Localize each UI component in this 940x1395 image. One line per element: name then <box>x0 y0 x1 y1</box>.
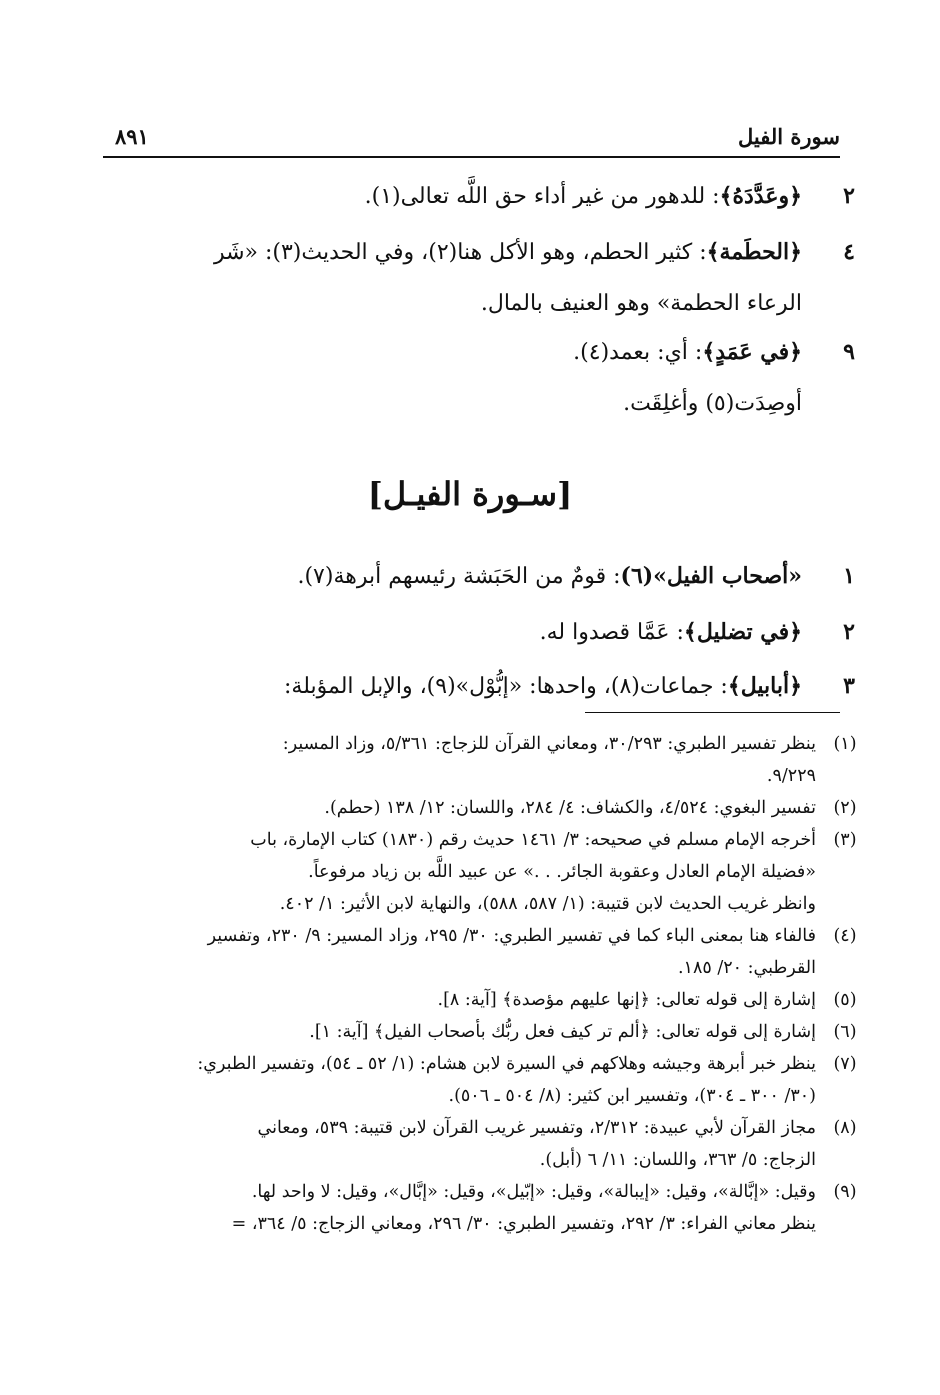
footnote-number: (٦) <box>833 1022 857 1042</box>
footnote-number: (١) <box>833 734 857 754</box>
gloss-text: : قومٌ من الحَبَشة رئيسهم أبرهة(٧). <box>297 564 621 589</box>
quranic-word: «أصحاب الفيل»(٦) <box>620 563 802 589</box>
footnote-number: (٩) <box>833 1182 857 1202</box>
footnote-line: وقيل: «إبَّالة»، وقيل: «إيبالة»، وقيل: «إبّيل»، وقيل: «إبَّال»، وقيل: لا واحد لها. <box>251 1182 816 1202</box>
footnote <box>103 824 862 920</box>
gloss-text: الرعاء الحطمة» وهو العنيف بالمال. <box>480 291 802 316</box>
gloss-entry <box>105 170 862 222</box>
gloss-entry <box>105 606 862 658</box>
footnote <box>103 792 862 824</box>
footnotes <box>103 728 862 1240</box>
footnote-number: (٣) <box>833 830 857 850</box>
footnote-line: مجاز القرآن لأبي عبيدة: ٢/٣١٢، وتفسير غريب القرآن لابن قتيبة: ٥٣٩، ومعاني <box>257 1118 816 1138</box>
ayah-number: ٩ <box>843 339 855 365</box>
gloss-text: : عَمَّا قصدوا له. <box>539 620 684 645</box>
footnote-line: (٣٠/ ٣٠٠ ـ ٣٠٤)، وتفسير ابن كثير: (٨/ ٥٠٤ ـ ٥٠٦). <box>448 1086 816 1106</box>
footnote-line: الزجاج: ٥/ ٣٦٣، واللسان: ١١/ ٦ (أبل). <box>539 1150 816 1170</box>
footnote-line: ينظر معاني الفراء: ٣/ ٢٩٢، وتفسير الطبري: ٣٠/ ٢٩٦، ومعاني الزجاج: ٥/ ٣٦٤، = <box>231 1214 816 1234</box>
footnote-line: أخرجه الإمام مسلم في صحيحه: ٣/ ١٤٦١ حديث رقم (١٨٣٠) كتاب الإمارة، باب <box>250 830 816 850</box>
footnote-line: إشارة إلى قوله تعالى: ﴿ألم تر كيف فعل ربُّك بأصحاب الفيل﴾ [آية: ١]. <box>309 1022 816 1042</box>
quranic-word: ﴿في تضليل﴾ <box>683 619 802 645</box>
footnote-line: إشارة إلى قوله تعالى: ﴿إنها عليهم مؤصدة﴾ [آية: ٨]. <box>437 990 816 1010</box>
footnote-divider <box>585 712 840 713</box>
footnote <box>103 920 862 984</box>
gloss-entry <box>105 226 862 330</box>
footnote <box>103 1048 862 1112</box>
page-number: ٨٩١ <box>115 124 149 149</box>
gloss-text: : جماعات(٨)، واحدها: «إبُّوْل»(٩)، والإبل المؤبلة: <box>284 674 728 699</box>
footnote <box>103 1112 862 1176</box>
footnote-line: «فضيلة الإمام العادل وعقوبة الجائر. . .» عن عبيد اللَّه بن زياد مرفوعاً. <box>308 862 816 882</box>
footnote-line: القرطبي: ٢٠/ ١٨٥. <box>677 958 816 978</box>
gloss-line <box>105 550 802 602</box>
gloss-line <box>105 326 802 378</box>
gloss-line <box>105 170 802 222</box>
gloss-text: : للدهور من غير أداء حق اللَّه تعالى(١). <box>364 184 720 209</box>
footnote-line: تفسير البغوي: ٤/٥٢٤، والكشاف: ٤/ ٢٨٤، واللسان: ١٢/ ١٣٨ (حطم). <box>324 798 816 818</box>
gloss-entry <box>105 660 862 712</box>
footnote <box>103 1176 862 1240</box>
footnote-line: فالفاء هنا بمعنى الباء كما في تفسير الطبري: ٣٠/ ٢٩٥، وزاد المسير: ٩/ ٢٣٠، وتفسير <box>207 926 816 946</box>
gloss-text: : أي: بعمد(٤). <box>573 340 703 365</box>
footnote-number: (٥) <box>833 990 857 1010</box>
ayah-number: ٣ <box>843 673 855 699</box>
gloss-text: : كثير الحطم، وهو الأكل هنا(٢)، وفي الحديث(٣): «شَر <box>213 240 707 265</box>
ayah-number: ٢ <box>843 183 855 209</box>
ayah-number: ١ <box>843 563 855 589</box>
footnote-line: ينظر خبر أبرهة وجيشه وهلاكهم في السيرة لابن هشام: (١/ ٥٢ ـ ٥٤)، وتفسير الطبري: <box>197 1054 816 1074</box>
quranic-word: ﴿وعَدَّدَهُ﴾ <box>719 183 802 209</box>
gloss-line <box>105 278 802 330</box>
footnote <box>103 1016 862 1048</box>
footnote-number: (٧) <box>833 1054 857 1074</box>
gloss-text: أوصِدَت(٥) وأغلِقَت. <box>623 391 802 416</box>
footnote <box>103 728 862 792</box>
footnote-number: (٤) <box>833 926 857 946</box>
quranic-word: ﴿الحطَمة﴾ <box>706 239 802 265</box>
ayah-number: ٤ <box>843 239 855 265</box>
footnote-number: (٨) <box>833 1118 857 1138</box>
gloss-line <box>105 378 802 430</box>
quranic-word: ﴿أبابيل﴾ <box>727 673 802 699</box>
page-header <box>103 118 840 158</box>
quranic-word: ﴿في عَمَدٍ﴾ <box>702 339 802 365</box>
footnote-line: ينظر تفسير الطبري: ٣٠/٢٩٣، ومعاني القرآن للزجاج: ٥/٣٦١، وزاد المسير: <box>282 734 816 754</box>
ayah-number: ٢ <box>843 619 855 645</box>
footnote-line: ٩/٢٢٩. <box>766 766 816 786</box>
gloss-line <box>105 660 802 712</box>
gloss-entry <box>105 326 862 430</box>
gloss-line <box>105 226 802 278</box>
gloss-line <box>105 606 802 658</box>
running-title: سورة الفيل <box>738 124 840 149</box>
footnote-number: (٢) <box>833 798 857 818</box>
footnote-line: وانظر غريب الحديث لابن قتيبة: (١/ ٥٨٧، ٥٨٨)، والنهاية لابن الأثير: ١/ ٤٠٢. <box>279 894 816 914</box>
footnote <box>103 984 862 1016</box>
gloss-entry <box>105 550 862 602</box>
surah-heading: [سـورة الفيـل] <box>367 475 573 513</box>
